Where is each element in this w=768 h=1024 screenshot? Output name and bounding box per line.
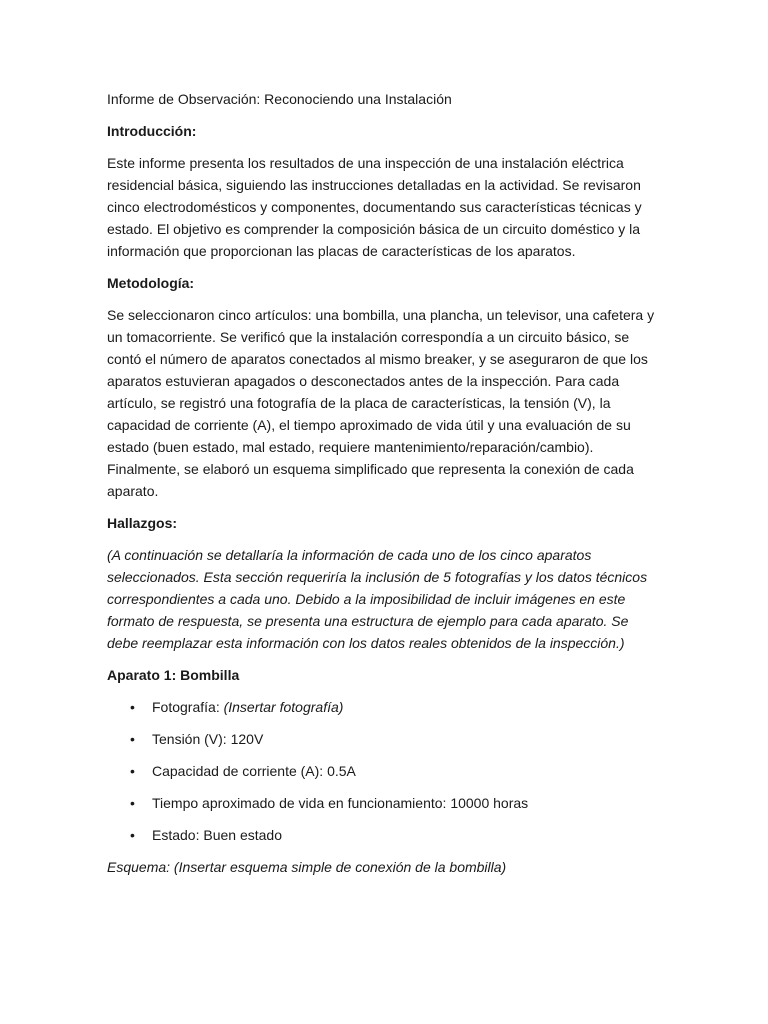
spec-photo-label: Fotografía: (152, 699, 224, 715)
device1-schema-note: Esquema: (Insertar esquema simple de conexión de la bombilla) (107, 859, 507, 875)
methodology-paragraph: Se seleccionaron cinco artículos: una bombilla, una plancha, un televisor, una cafetera y un tomacorriente. Se verificó que la instalación correspondía a un circuito básico, se contó el número de aparatos conectados al mismo breaker, y se aseguraron de que los aparatos estuvieran apagados o desconectados antes de la inspección. Para cada artículo, se registró una fotografía de la placa de características, la tensión (V), la capacidad de corriente (A), el tiempo aproximado de vida útil y una evaluación de su estado (buen estado, mal estado, requiere mantenimiento/reparación/cambio). Finalmente, se elaboró un esquema simplificado que representa la conexión de cada aparato. (107, 307, 655, 499)
report-document (107, 88, 663, 888)
report-title: Informe de Observación: Reconociendo una Instalación (107, 91, 452, 107)
spec-photo-value: (Insertar fotografía) (223, 699, 344, 715)
spec-status-text: Estado: Buen estado (152, 827, 282, 843)
device1-heading: Aparato 1: Bombilla (107, 667, 240, 683)
device1-spec-list (107, 696, 663, 846)
introduction-paragraph: Este informe presenta los resultados de una inspección de una instalación eléctrica residencial básica, siguiendo las instrucciones detalladas en la actividad. Se revisaron cinco electrodomésticos y componentes, documentando sus características técnicas y estado. El objetivo es comprender la composición básica de un circuito doméstico y la información que proporcionan las placas de características de los aparatos. (107, 155, 642, 259)
spec-current (130, 760, 663, 782)
bullet-icon: • (130, 731, 135, 747)
bullet-icon: • (130, 827, 135, 843)
bullet-icon: • (130, 795, 135, 811)
methodology-heading: Metodología: (107, 275, 195, 291)
findings-heading: Hallazgos: (107, 515, 178, 531)
spec-photo (130, 696, 663, 718)
spec-voltage (130, 728, 663, 750)
findings-note: (A continuación se detallaría la información de cada uno de los cinco aparatos seleccionados. Esta sección requeriría la inclusión de 5 fotografías y los datos técnicos correspondientes a cada uno. Debido a la imposibilidad de incluir imágenes en este formato de respuesta, se presenta una estructura de ejemplo para cada aparato. Se debe reemplazar esta información con los datos reales obtenidos de la inspección.) (107, 547, 648, 651)
bullet-icon: • (130, 763, 135, 779)
spec-current-text: Capacidad de corriente (A): 0.5A (152, 763, 356, 779)
bullet-icon: • (130, 699, 135, 715)
spec-lifetime (130, 792, 663, 814)
spec-lifetime-text: Tiempo aproximado de vida en funcionamiento: 10000 horas (152, 795, 529, 811)
spec-status (130, 824, 663, 846)
spec-voltage-text: Tensión (V): 120V (152, 731, 264, 747)
introduction-heading: Introducción: (107, 123, 197, 139)
